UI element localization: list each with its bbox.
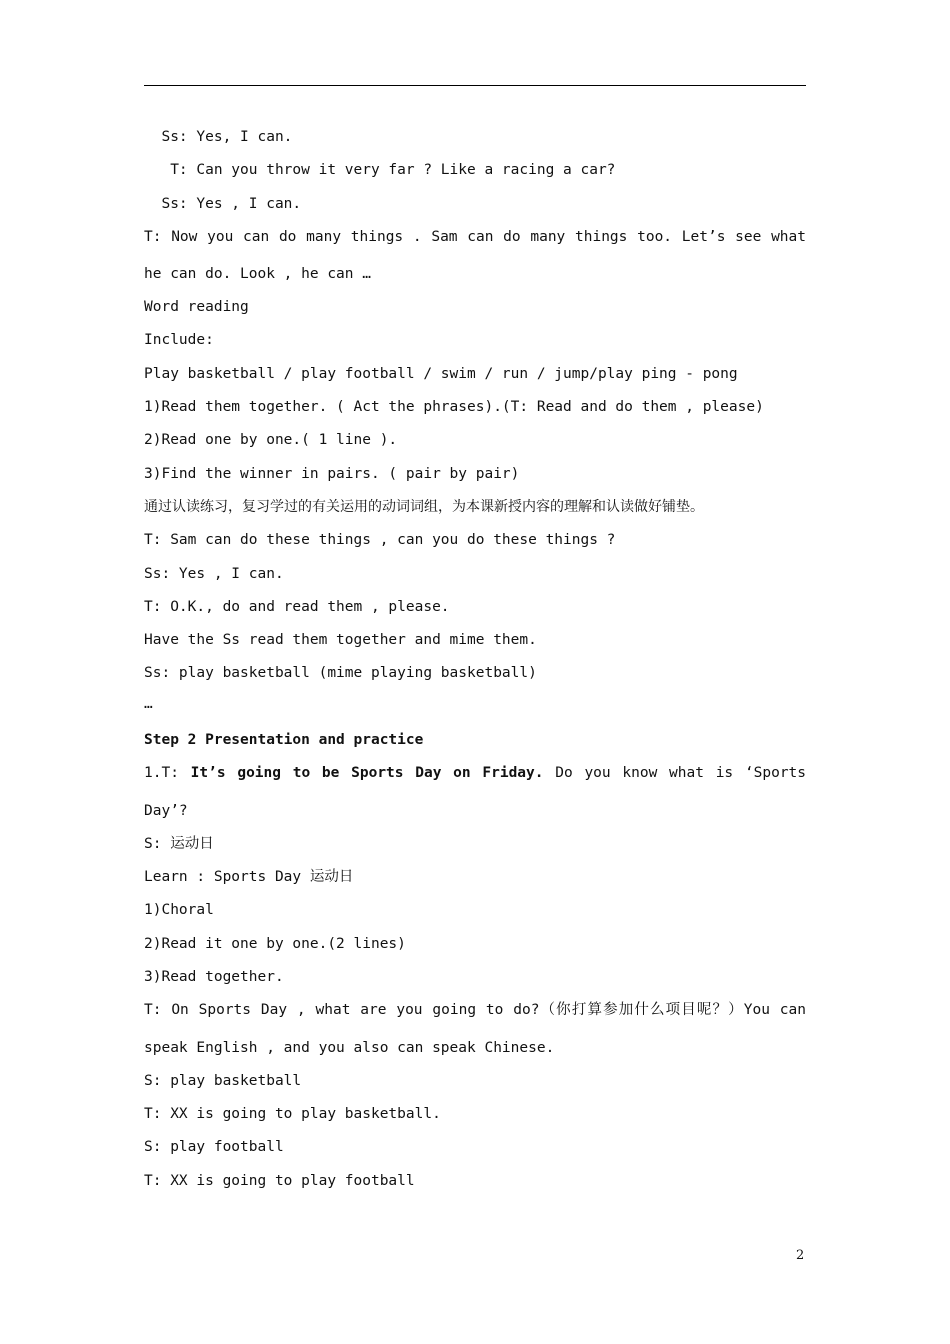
section-heading: Step 2 Presentation and practice	[144, 732, 424, 748]
text-line: Ss: play basketball (mime playing basketball)	[144, 665, 537, 681]
text-line: Ss: Yes , I can.	[144, 566, 284, 582]
text-line: he can do. Look , he can …	[144, 266, 371, 282]
text-line: T: Can you throw it very far ? Like a racing a car?	[144, 162, 616, 178]
text-line: speak English , and you also can speak Chinese.	[144, 1040, 555, 1056]
text-line: T: Sam can do these things , can you do these things ?	[144, 532, 616, 548]
page-number: 2	[796, 1248, 805, 1263]
ellipsis-line: …	[144, 696, 153, 712]
line-prefix: 1.T:	[144, 765, 191, 781]
text-line: 2)Read one by one.( 1 line ).	[144, 432, 398, 448]
text-line: S: play football	[144, 1139, 284, 1155]
text-line: Ss: Yes, I can.	[144, 129, 293, 145]
text-line: T: Now you can do many things . Sam can do many things too. Let’s see what	[144, 229, 806, 245]
text-line: T: O.K., do and read them , please.	[144, 599, 450, 615]
text-line: 2)Read it one by one.(2 lines)	[144, 936, 406, 952]
text-line: Include:	[144, 332, 214, 348]
text-line: Word reading	[144, 299, 249, 315]
text-line: S: 运动日	[144, 836, 214, 852]
bold-sentence: It’s going to be Sports Day on Friday.	[190, 765, 544, 781]
line-suffix: Do you know what is ‘Sports	[543, 765, 807, 781]
text-line	[144, 764, 806, 782]
text-line: 1)Read them together. ( Act the phrases).(T: Read and do them , please)	[144, 399, 764, 415]
text-line: Have the Ss read them together and mime them.	[144, 632, 537, 648]
text-line: 3)Find the winner in pairs. ( pair by pair)	[144, 466, 520, 482]
text-line: S: play basketball	[144, 1073, 302, 1089]
text-line: Learn : Sports Day 运动日	[144, 869, 354, 885]
text-line: Play basketball / play football / swim / run / jump/play ping - pong	[144, 366, 738, 382]
text-line: 3)Read together.	[144, 969, 284, 985]
text-line: 1)Choral	[144, 902, 214, 918]
text-line: T: XX is going to play football	[144, 1173, 415, 1189]
text-line: T: XX is going to play basketball.	[144, 1106, 441, 1122]
text-line: T: On Sports Day , what are you going to do?（你打算参加什么项目呢？）You can	[144, 1002, 806, 1018]
text-line: Ss: Yes , I can.	[144, 196, 302, 212]
header-rule	[144, 85, 806, 86]
text-line-chinese: 通过认读练习，复习学过的有关运用的动词词组，为本课新授内容的理解和认读做好铺垫。	[144, 499, 704, 515]
text-line: Day’?	[144, 803, 188, 819]
